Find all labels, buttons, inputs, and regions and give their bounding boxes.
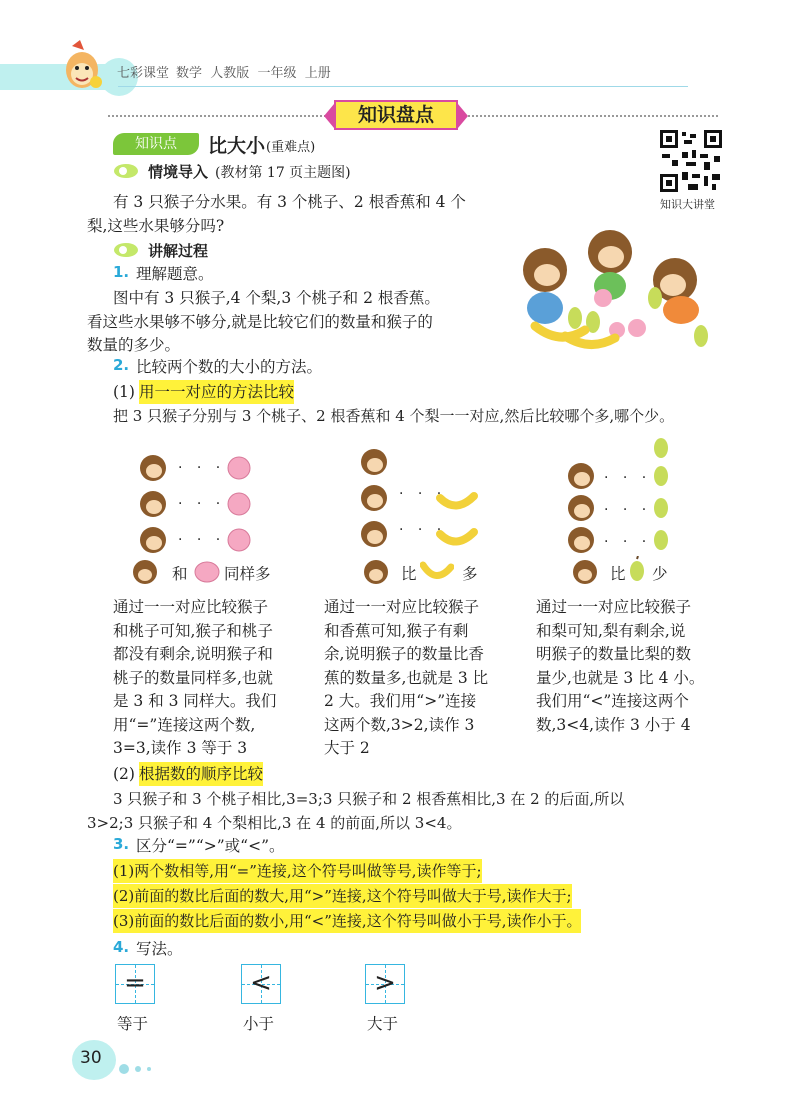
header-meta: 数学 人教版 一年级 上册 [176, 66, 331, 81]
dots-pear-2: · · · [604, 502, 652, 518]
caption-monkey-icon-1 [132, 559, 158, 589]
explain-peach-line: 都没有剩余,说明猴子和 [113, 645, 273, 663]
dots-banana-2: · · · [399, 522, 447, 538]
explain-banana-line: 蕉的数量多,也就是 3 比 [324, 668, 489, 687]
caption-pear-bi: 比 [610, 565, 626, 583]
knowledge-point-note: (重难点) [266, 140, 316, 155]
method-1-line: 把 3 只猴子分别与 3 个桃子、2 根香蕉和 4 个梨一一对应,然后比较哪个多,哪个少。 [113, 407, 675, 425]
dots-peach-2: · · · [178, 496, 226, 512]
writing-box-equal [115, 964, 155, 1004]
explain-pear-line: 和梨可知,梨有剩余,说 [536, 621, 686, 640]
caption-pear-less: 少 [652, 565, 668, 583]
caption-peach-same: 同样多 [224, 565, 271, 583]
explain-col-peach [113, 596, 301, 761]
dots-pear-1: · · · [604, 470, 652, 486]
section-banner: 知识盘点 [334, 100, 458, 130]
explain-peach-line: 桃子的数量同样多,也就 [113, 668, 273, 687]
qr-code[interactable] [658, 128, 724, 198]
caption-peach-icon [194, 561, 220, 587]
writing-box-greater [365, 964, 405, 1004]
explain-peach-line: 和桃子可知,猴子和桃子 [113, 621, 273, 640]
explain-peach-line: 是 3 和 3 同样大。我们 [113, 692, 277, 710]
explain-pear-line: 明猴子的数量比梨的数 [536, 645, 692, 663]
rule-greater: (2)前面的数比后面的数大,用“>”连接,这个符号叫做大于号,读作大于; [113, 884, 572, 908]
step-2-title: 比较两个数的大小的方法。 [136, 358, 323, 376]
intro-heading: 情境导入 [148, 163, 209, 181]
qr-label: 知识大讲堂 [660, 198, 715, 211]
page-number: 30 [80, 1048, 102, 1068]
greater-symbol: > [374, 968, 396, 998]
rule-equal: (1)两个数相等,用“=”连接,这个符号叫做等号,读作等于; [113, 859, 482, 883]
order-line-2: 3>2;3 只猴子和 4 个梨相比,3 在 4 的前面,所以 3<4。 [87, 814, 462, 832]
knowledge-point-title: 比大小 [208, 135, 266, 157]
order-line-1: 3 只猴子和 3 个桃子相比,3=3;3 只猴子和 2 根香蕉相比,3 在 2 的后面,所以 [113, 790, 625, 808]
method-2-highlight: 根据数的顺序比较 [139, 762, 263, 786]
step-3-number: 3. [113, 835, 130, 853]
dots-banana-1: · · · [399, 486, 447, 502]
step-1-title: 理解题意。 [136, 265, 214, 283]
rule-less: (3)前面的数比后面的数小,用“<”连接,这个符号叫做小于号,读作小于。 [113, 909, 581, 933]
monkeys-fruit-illustration [505, 218, 725, 357]
explain-banana-line: 通过一一对应比较猴子 [324, 598, 480, 616]
caption-banana-icon [420, 557, 454, 589]
intro-note: (教材第 17 页主题图) [215, 165, 351, 181]
caption-pear-icon [628, 556, 646, 586]
intro-line-1: 有 3 只猴子分水果。有 3 个桃子、2 根香蕉和 4 个 [113, 193, 466, 211]
dots-peach-3: · · · [178, 532, 226, 548]
caption-banana-more: 多 [462, 565, 478, 583]
writing-box-less [241, 964, 281, 1004]
explain-peach-line: 用“=”连接这两个数, [113, 715, 256, 734]
process-heading: 讲解过程 [148, 242, 209, 260]
caption-monkey-icon-3 [572, 559, 598, 589]
mascot-icon [54, 38, 110, 98]
step-3-title: 区分“=”“>”或“<”。 [136, 837, 285, 855]
explain-banana-line: 余,说明猴子的数量比香 [324, 645, 484, 663]
step-1-line-3: 数量的多少。 [87, 336, 181, 354]
explain-pear-line: 数,3<4,读作 3 小于 4 [536, 715, 691, 734]
dots-pear-3: · · · [604, 534, 652, 550]
process-bullet-icon [113, 242, 139, 262]
step-1-number: 1. [113, 263, 130, 281]
knowledge-point-tag: 知识点 [113, 133, 199, 155]
step-1-line-1: 图中有 3 只猴子,4 个梨,3 个桃子和 2 根香蕉。 [113, 289, 440, 307]
explain-peach-line: 3=3,读作 3 等于 3 [113, 739, 248, 757]
page-dots [118, 1059, 158, 1078]
banner-flag-left [324, 104, 334, 128]
header-rule [118, 86, 688, 87]
writing-label-greater: 大于 [367, 1015, 399, 1033]
caption-peach-and: 和 [172, 565, 188, 583]
step-2-number: 2. [113, 356, 130, 374]
writing-label-equal: 等于 [117, 1015, 149, 1033]
intro-line-2: 梨,这些水果够分吗? [87, 217, 225, 235]
writing-label-less: 小于 [243, 1015, 275, 1033]
less-symbol: < [250, 968, 272, 998]
explain-pear-line: 通过一一对应比较猴子 [536, 598, 692, 616]
banner-flag-right [458, 104, 468, 128]
intro-bullet-icon [113, 163, 139, 183]
header-series: 七彩课堂 [117, 66, 170, 81]
explain-pear-line: 量少,也就是 3 比 4 小。 [536, 668, 705, 687]
explain-pear-line: 我们用“<”连接这两个 [536, 692, 689, 710]
dots-peach-1: · · · [178, 460, 226, 476]
step-4-number: 4. [113, 938, 130, 956]
step-1-line-2: 看这些水果够不够分,就是比较它们的数量和猴子的 [87, 313, 433, 331]
explain-col-banana [324, 596, 512, 761]
step-4-title: 写法。 [136, 940, 183, 958]
explain-peach-line: 通过一一对应比较猴子 [113, 598, 269, 616]
method-1-highlight: 用一一对应的方法比较 [139, 380, 294, 404]
caption-monkey-icon-2 [363, 559, 389, 589]
caption-banana-bi: 比 [401, 565, 417, 583]
method-2-label: (2) [113, 765, 135, 783]
explain-banana-line: 2 大。我们用“>”连接 [324, 692, 477, 710]
method-1-label: (1) [113, 383, 135, 401]
equal-symbol: = [124, 968, 146, 998]
explain-banana-line: 和香蕉可知,猴子有剩 [324, 621, 469, 640]
explain-banana-line: 大于 2 [324, 739, 370, 757]
explain-col-pear [536, 596, 726, 737]
explain-banana-line: 这两个数,3>2,读作 3 [324, 715, 475, 734]
